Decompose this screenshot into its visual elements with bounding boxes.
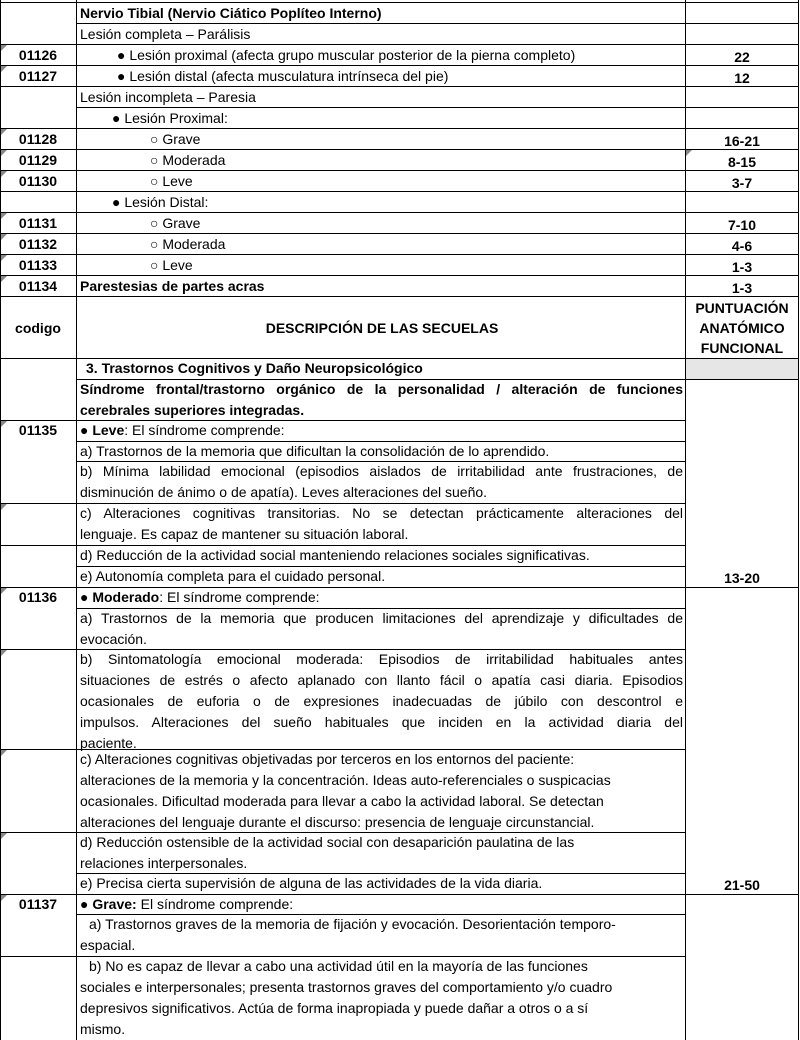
grade-label: ● Leve: [80, 422, 125, 438]
item-paragraph: [80, 914, 683, 956]
item-line: alteraciones del lenguaje durante el discurso: presencia de lenguaje circunstancial.: [80, 814, 595, 830]
grade-heading: [80, 587, 684, 608]
item-line: ocasionales. Dificultad moderada para llevar a cabo la actividad laboral. Se detectan: [80, 793, 604, 809]
item-line: b) Mínima labilidad emocional (episodios aislados de irritabilidad ante frustraciones, de: [80, 463, 683, 479]
row-score: 8-15: [727, 154, 757, 170]
item-paragraph: [80, 608, 683, 650]
row-score: 1-3: [731, 280, 753, 296]
nerve-heading: Nervio Tibial (Nervio Ciático Poplíteo Interno): [80, 5, 382, 21]
item-paragraph: [80, 649, 683, 754]
item-line: c) Alteraciones cognitivas objetivadas por terceros en los entornos del paciente:: [80, 751, 575, 767]
row-code: 01130: [18, 173, 58, 189]
cell-corner-marker: [1, 833, 7, 839]
grade-intro: : El síndrome comprende:: [159, 589, 320, 605]
item-line: e) Precisa cierta supervisión de alguna de las actividades de la vida diaria.: [80, 875, 543, 891]
header-score-line3: FUNCIONAL: [700, 340, 784, 356]
item-paragraph: [80, 832, 683, 874]
row-description: ○ Moderada: [150, 152, 226, 168]
header-code: codigo: [15, 320, 61, 336]
shaded-score-cell: [686, 359, 798, 379]
row-score: 7-10: [727, 217, 757, 233]
header-score-line2: ANATÓMICO: [699, 320, 785, 336]
incomplete-lesion-label: Lesión incompleta – Paresia: [80, 89, 256, 105]
item-line: e) Autonomía completa para el cuidado personal.: [80, 568, 386, 584]
item-line: b) Sintomatología emocional moderada: Episodios de irritabilidad habituales antes: [80, 651, 683, 667]
item-line: lenguaje. Es capaz de mantener su situación laboral.: [80, 526, 409, 542]
row-description: ● Lesión distal (afecta musculatura intrínseca del pie): [117, 68, 449, 84]
row-description: ○ Moderada: [150, 236, 226, 252]
row-score: 3-7: [731, 175, 753, 191]
grade-intro: El síndrome comprende:: [136, 896, 294, 912]
item-line: impulsos. Alteraciones del sueño habituales que inciden en la actividad diaria del: [80, 714, 683, 730]
item-line: depresivos significativos. Actúa de forma inapropiada y puede dañar a otros o a sí: [80, 1000, 589, 1016]
grade-intro: : El síndrome comprende:: [124, 422, 285, 438]
item-line: disminución de ánimo o de apatía). Leves alteraciones del sueño.: [80, 484, 488, 500]
item-line: paciente.: [80, 735, 137, 751]
item-line: d) Reducción de la actividad social manteniendo relaciones sociales significativas.: [80, 547, 590, 563]
complete-lesion-label: Lesión completa – Parálisis: [80, 26, 251, 42]
row-code: 01131: [18, 215, 58, 231]
row-code: 01135: [18, 422, 58, 438]
grade-heading: [80, 420, 684, 441]
row-code: 01127: [18, 68, 58, 84]
syndrome-heading-line: cerebrales superiores integradas.: [80, 402, 305, 418]
item-paragraph: [80, 461, 683, 503]
row-code: 01133: [18, 257, 58, 273]
row-description: ○ Grave: [150, 215, 201, 231]
item-paragraph: [80, 956, 683, 1040]
item-line: situaciones de estrés o afecto aplanado con llanto fácil o apatía casi diaria. Episodios: [80, 672, 683, 688]
header-score-line1: PUNTUACIÓN: [695, 300, 789, 316]
item-line: d) Reducción ostensible de la actividad social con desaparición paulatina de las: [80, 834, 575, 850]
row-score: 22: [734, 49, 750, 65]
row-description: Parestesias de partes acras: [80, 278, 265, 294]
row-score: 1-3: [731, 259, 753, 275]
row-code: 01132: [18, 236, 58, 252]
item-line: a) Trastornos graves de la memoria de fijación y evocación. Desorientación temporo-: [89, 916, 616, 932]
distal-label: ● Lesión Distal:: [112, 194, 209, 210]
row-description: ○ Leve: [150, 173, 193, 189]
row-description: ● Lesión proximal (afecta grupo muscular posterior de la pierna completo): [117, 47, 576, 63]
syndrome-heading: [80, 379, 683, 421]
row-code: 01128: [18, 131, 58, 147]
section-title: 3. Trastornos Cognitivos y Daño Neuropsicológico: [86, 360, 423, 376]
row-score: 4-6: [731, 238, 753, 254]
item-line: a) Trastornos de la memoria que dificultan la consolidación de lo aprendido.: [80, 443, 550, 459]
item-line: relaciones interpersonales.: [80, 855, 248, 871]
row-code: 01134: [18, 278, 58, 294]
item-line: espacial.: [80, 937, 136, 953]
item-line: evocación.: [80, 631, 147, 647]
item-line: mismo.: [80, 1021, 126, 1037]
grade-label: ● Moderado: [80, 589, 160, 605]
proximal-label: ● Lesión Proximal:: [112, 110, 228, 126]
row-code: 01126: [18, 47, 58, 63]
item-paragraph: [80, 749, 683, 833]
cell-corner-marker: [1, 504, 7, 510]
row-description: ○ Leve: [150, 257, 193, 273]
row-score: 12: [734, 70, 750, 86]
grade-heading: [80, 894, 684, 915]
syndrome-heading-line: Síndrome frontal/trastorno orgánico de la personalidad / alteración de funciones: [80, 381, 683, 397]
column-divider-code: [76, 0, 77, 1040]
table-border-right: [798, 0, 799, 1040]
cell-corner-marker: [1, 750, 7, 756]
item-paragraph: [80, 503, 683, 545]
item-line: a) Trastornos de la memoria que producen limitaciones del aprendizaje y dificultades de: [80, 610, 683, 626]
row-description: ○ Grave: [150, 131, 201, 147]
cell-corner-marker: [1, 650, 7, 656]
item-line: c) Alteraciones cognitivas transitorias. No se detectan prácticamente alteraciones del: [80, 505, 683, 521]
row-score: 16-21: [724, 133, 760, 149]
item-line: ocasionales de euforia o de expresiones inadecuadas de júbilo con descontrol e: [80, 693, 683, 709]
header-description: DESCRIPCIÓN DE LAS SECUELAS: [265, 320, 499, 336]
score-range: 13-20: [724, 570, 760, 586]
item-line: b) No es capaz de llevar a cabo una actividad útil en la mayoría de las funciones: [89, 958, 588, 974]
score-range: 21-50: [724, 877, 760, 893]
row-code: 01136: [18, 589, 58, 605]
row-code: 01129: [18, 152, 58, 168]
item-line: sociales e interpersonales; presenta trastornos graves del comportamiento y/o cuadro: [80, 979, 613, 995]
grade-label: ● Grave:: [80, 896, 137, 912]
item-line: alteraciones de la memoria y la concentración. Ideas auto-referenciales o suspicacias: [80, 772, 611, 788]
row-code: 01137: [18, 896, 58, 912]
